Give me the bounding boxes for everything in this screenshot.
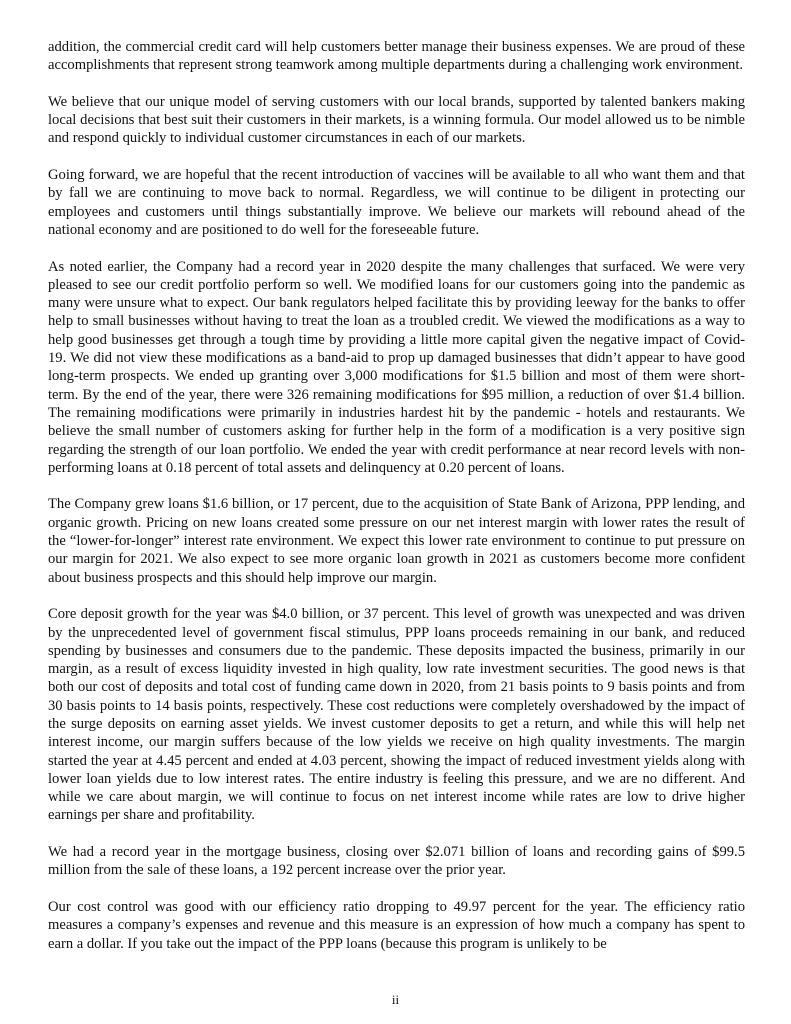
paragraph-loan-growth: The Company grew loans $1.6 billion, or 17 percent, due to the acquisition of State Bank of Arizona, PPP lending, and organic growth. Pricing on new loans created some pressure on our net interest margin with lower rates the result of the “lower-for-longer” interest rate environment. We expect this lower rate environment to continue to put pressure on our margin for 2021. We also expect to see more organic loan growth in 2021 as customers become more confident about business prospects and this should help improve our margin. bbox=[48, 496, 745, 586]
document-body bbox=[48, 38, 745, 971]
paragraph-credit-portfolio: As noted earlier, the Company had a record year in 2020 despite the many challenges that surfaced. We were very pleased to see our credit portfolio perform so well. We modified loans for our customers going into the pandemic as many were unsure what to expect. Our bank regulators helped facilitate this by providing leeway for the banks to offer help to small businesses without having to treat the loan as a troubled credit. We viewed the modifications as a way to help good businesses get through a tough time by providing a little more capital given the negative impact of Covid-19. We did not view these modifications as a band-aid to prop up damaged businesses that didn’t appear to have good long-term prospects. We ended up granting over 3,000 modifications for $1.5 billion and most of them were short-term. By the end of the year, there were 326 remaining modifications for $95 million, a reduction of over $1.4 billion. The remaining modifications were primarily in industries hardest hit by the pandemic - hotels and restaurants. We believe the small number of customers asking for further help in the form of a modification is a very positive sign regarding the strength of our loan portfolio. We ended the year with credit performance at near record levels with non-performing loans at 0.18 percent of total assets and delinquency at 0.20 percent of loans. bbox=[48, 258, 745, 476]
paragraph-mortgage-business: We had a record year in the mortgage business, closing over $2.071 billion of loans and recording gains of $99.5 million from the sale of these loans, a 192 percent increase over the prior year. bbox=[48, 844, 745, 879]
paragraph-commercial-credit-card: addition, the commercial credit card will help customers better manage their business expenses. We are proud of these accomplishments that represent strong teamwork among multiple departments during a challenging work environment. bbox=[48, 39, 745, 74]
paragraph-local-brands-model: We believe that our unique model of serving customers with our local brands, supported by talented bankers making local decisions that best suit their customers in their markets, is a winning formula. Our model allowed us to be nimble and respond quickly to individual customer circumstances in each of our markets. bbox=[48, 93, 745, 147]
paragraph-core-deposit-growth: Core deposit growth for the year was $4.0 billion, or 37 percent. This level of growth was unexpected and was driven by the unprecedented level of government fiscal stimulus, PPP loans proceeds remaining in our bank, and reduced spending by businesses and consumers due to the pandemic. These deposits impacted the business, primarily in our margin, as a result of excess liquidity invested in high quality, low rate investment securities. The good news is that both our cost of deposits and total cost of funding came down in 2020, from 21 basis points to 9 basis points and from 30 basis points to 14 basis points, respectively. These cost reductions were completely overshadowed by the impact of the surge deposits on earning asset yields. We invest customer deposits to get a return, and while this will help net interest income, our margin suffers because of the low yields we receive on high quality investments. The margin started the year at 4.45 percent and ended at 4.03 percent, showing the impact of reduced investment yields along with lower loan yields due to low interest rates. The entire industry is feeling this pressure, and we are no different. And while we care about margin, we will continue to focus on net interest income while rates are low to drive higher earnings per share and profitability. bbox=[48, 606, 745, 824]
page-number: ii bbox=[391, 992, 400, 1007]
paragraph-cost-control: Our cost control was good with our efficiency ratio dropping to 49.97 percent for the year. The efficiency ratio measures a company’s expenses and revenue and this measure is an expression of how much a company has spent to earn a dollar. If you take out the impact of the PPP loans (because this program is unlikely to be bbox=[48, 898, 745, 952]
paragraph-going-forward: Going forward, we are hopeful that the recent introduction of vaccines will be available to all who want them and that by fall we are continuing to move back to normal. Regardless, we will continue to be diligent in protecting our employees and customers until things substantially improve. We believe our markets will rebound ahead of the national economy and are positioned to do well for the foreseeable future. bbox=[48, 167, 745, 238]
